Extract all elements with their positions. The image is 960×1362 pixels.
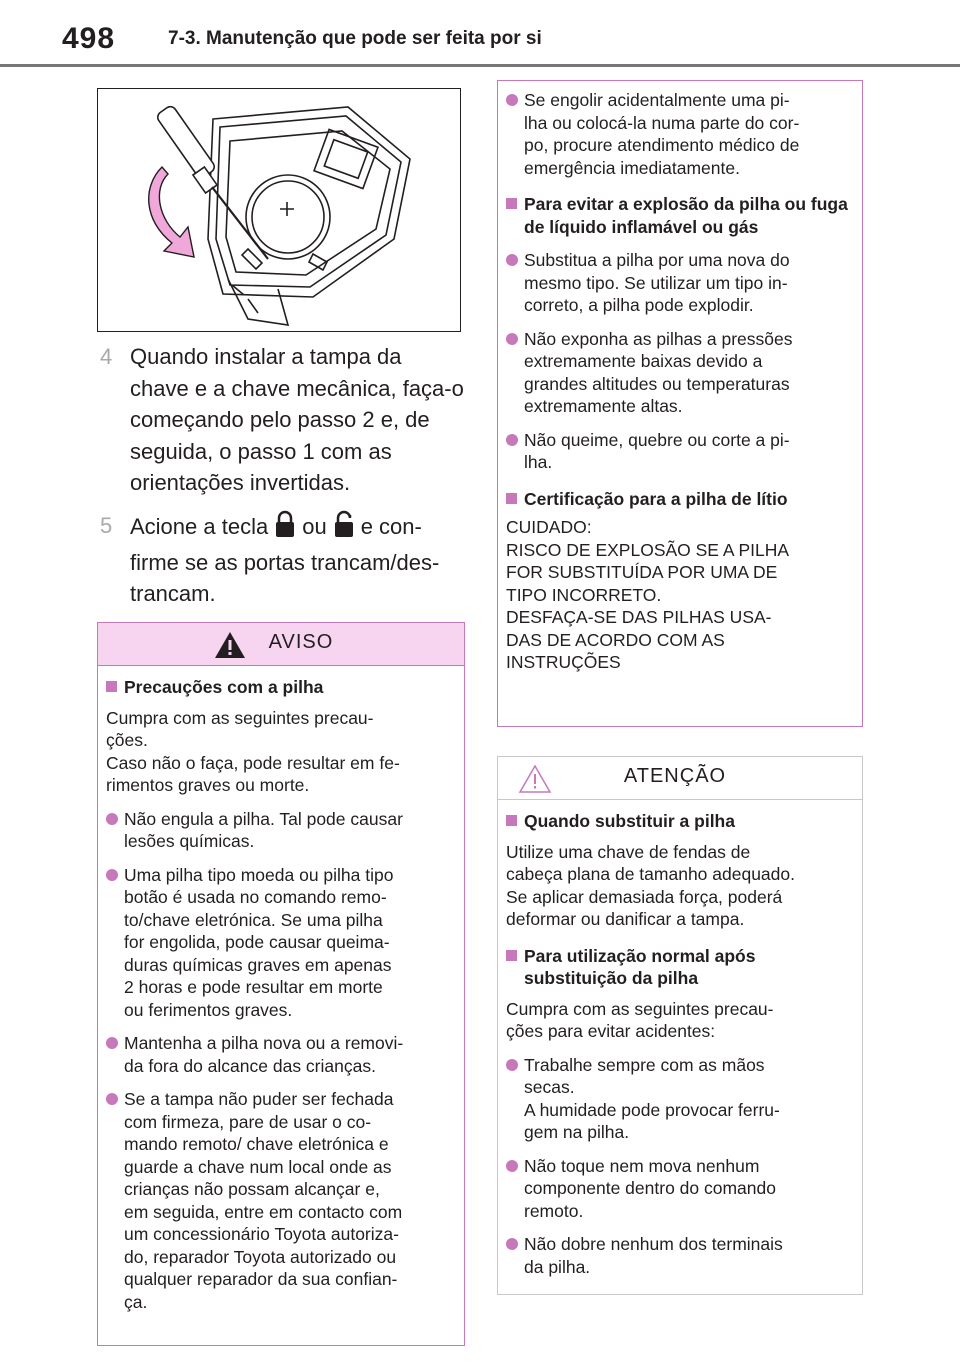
warning-label: AVISO: [268, 631, 334, 653]
notice-box: [497, 756, 863, 1295]
warning-heading: Precauções com a pilha: [106, 676, 456, 699]
warning-heading: Para evitar a explosão da pilha ou fuga de líquido inflamável ou gás: [506, 193, 854, 238]
warning-bullet: Se a tampa não puder ser fechada com firmeza, pare de usar o co- mando remoto/ chave eletrónica e guarde a chave num local onde as crianças não possam alcançar e, em seguida, entre em contacto com um concessionário Toyota autoriza- do, reparador Toyota autorizado ou qualquer reparador da sua confian- ça.: [106, 1088, 456, 1313]
warning-bullet: Não engula a pilha. Tal pode causar lesões químicas.: [106, 808, 456, 853]
warning-bullet: Não exponha as pilhas a pressões extremamente baixas devido a grandes altitudes ou temperaturas extremamente altas.: [506, 328, 854, 418]
warning-bullet: Mantenha a pilha nova ou a removi- da fora do alcance das crianças.: [106, 1032, 456, 1077]
step-text-part: e con-firme se as portas trancam/des-trancam.: [130, 514, 440, 606]
warning-box-continued: [497, 80, 863, 727]
notice-paragraph: Utilize uma chave de fendas de cabeça plana de tamanho adequado. Se aplicar demasiada força, poderá deformar ou danificar a tampa.: [506, 841, 795, 929]
step-4: [100, 341, 465, 499]
notice-heading: Quando substituir a pilha: [506, 810, 854, 833]
warning-intro: Cumpra com as seguintes precau- ções. Caso não o faça, pode resultar em fe- rimentos graves ou morte.: [106, 707, 400, 795]
warning-bullet: Substitua a pilha por uma nova do mesmo tipo. Se utilizar um tipo in- correto, a pilha pode explodir.: [506, 249, 854, 317]
warning-bullet: Não queime, quebre ou corte a pi- lha.: [506, 429, 854, 474]
step-5: [100, 510, 465, 610]
unlock-icon: [333, 510, 355, 547]
warning-bullet: Uma pilha tipo moeda ou pilha tipo botão é usada no comando remo- to/chave eletrónica. Se uma pilha for engolida, pode causar queima- duras químicas graves em apenas 2 horas e pode resultar em morte ou ferimentos graves.: [106, 864, 456, 1022]
warning-caution-text: CUIDADO: RISCO DE EXPLOSÃO SE A PILHA FOR SUBSTITUÍDA POR UMA DE TIPO INCORRETO. DESFAÇA-SE DAS PILHAS USA- DAS DE ACORDO COM AS INSTRUÇÕES: [506, 517, 790, 672]
warning-box: [97, 622, 465, 1346]
step-text-part: ou: [302, 514, 327, 539]
notice-heading: Para utilização normal após substituição da pilha: [506, 945, 854, 990]
notice-label: ATENÇÃO: [623, 765, 727, 787]
notice-bullet: Não toque nem mova nenhum componente dentro do comando remoto.: [506, 1155, 854, 1223]
notice-paragraph: Cumpra com as seguintes precau- ções para evitar acidentes:: [506, 998, 774, 1041]
step-number: 4: [100, 344, 113, 369]
lock-icon: [274, 510, 296, 547]
warning-box-header: [98, 623, 464, 666]
header-divider: [0, 64, 960, 67]
notice-box-header: [498, 757, 862, 800]
step-text: Quando instalar a tampa da chave e a chave mecânica, faça-o começando pelo passo 2 e, de seguida, o passo 1 com as orientações invertidas.: [130, 344, 464, 495]
step-text: [130, 510, 465, 610]
warning-heading: Certificação para a pilha de lítio: [506, 488, 854, 511]
rotate-arrow-icon: [149, 167, 194, 257]
step-number: 5: [100, 513, 113, 538]
notice-bullet: Não dobre nenhum dos terminais da pilha.: [506, 1233, 854, 1278]
key-battery-drawing: [98, 89, 459, 330]
battery-replacement-illustration: [97, 88, 461, 332]
step-text-part: Acione a tecla: [130, 514, 269, 539]
page-number: 498: [62, 22, 116, 55]
notice-bullet: Trabalhe sempre com as mãos secas. A humidade pode provocar ferru- gem na pilha.: [506, 1054, 854, 1144]
section-title: 7-3. Manutenção que pode ser feita por si: [168, 28, 542, 49]
warning-bullet: Se engolir acidentalmente uma pi- lha ou colocá-la numa parte do cor- po, procure atendimento médico de emergência imediatamente.: [506, 89, 854, 179]
